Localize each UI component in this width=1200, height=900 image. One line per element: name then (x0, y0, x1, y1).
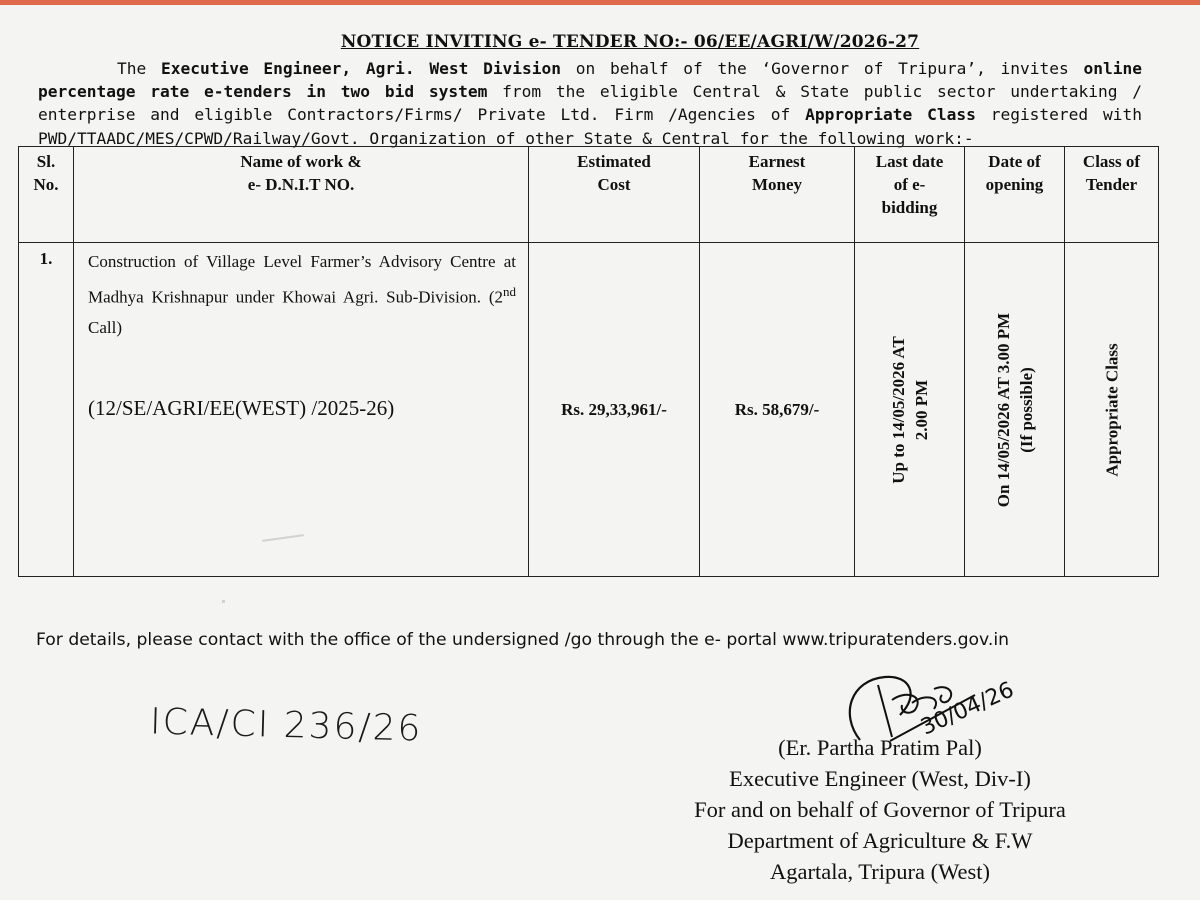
handwritten-reference: ICA/CI 236/26 (149, 701, 423, 750)
intro-bold-class: Appropriate Class (805, 105, 976, 125)
signatory-department: Department of Agriculture & F.W (727, 828, 1033, 853)
signatory-location: Agartala, Tripura (West) (769, 859, 990, 884)
dnit-number: (12/SE/AGRI/EE(WEST) /2025-26) (88, 395, 395, 420)
signatory-name: (Er. Partha Pratim Pal) (778, 735, 982, 760)
header-class-of-tender: Class of Tender (1065, 147, 1159, 243)
header-name-of-work: Name of work & e- D.N.I.T NO. (74, 147, 529, 243)
intro-text-4: registered with PWD/TTAADC/MES/CPWD/Railway/Govt. Organization of other State & Central for the following work:- (38, 105, 1142, 148)
signatory-designation: Executive Engineer (West, Div-I) (729, 766, 1031, 791)
cell-last-date (855, 243, 965, 577)
scan-dot (222, 600, 225, 603)
cell-name-of-work (74, 243, 529, 577)
opening-date-text: On 14/05/2026 AT 3.00 PM (If possible) (993, 312, 1036, 507)
tender-table (18, 146, 1159, 577)
cell-sl-no: 1. (19, 243, 74, 577)
header-sl-no: Sl. No. (19, 147, 74, 243)
signatory-block (640, 732, 1120, 887)
header-last-date: Last date of e- bidding (855, 147, 965, 243)
table-header-row (19, 147, 1159, 243)
cell-estimated-cost: Rs. 29,33,961/- (529, 243, 700, 577)
cell-earnest-money: Rs. 58,679/- (700, 243, 855, 577)
last-date-text: Up to 14/05/2026 AT 2.00 PM (888, 335, 931, 484)
work-description: Construction of Village Level Farmer’s Advisory Centre at Madhya Krishnapur under Khowai Agri. Sub-Division. (2nd Call) (88, 252, 516, 337)
signatory-behalf: For and on behalf of Governor of Tripura (694, 797, 1066, 822)
intro-bold-tender-type: online percentage rate e-tenders in two bid system (38, 59, 1143, 102)
table-row (19, 243, 1159, 577)
notice-intro-paragraph (38, 57, 1142, 150)
tender-class-text: Appropriate Class (1102, 342, 1121, 477)
cell-class-of-tender (1065, 243, 1159, 577)
cell-date-of-opening (965, 243, 1065, 577)
intro-text-3: from the eligible Central & State public sector undertaking / enterprise and eligible Contractors/Firms/ Private Ltd. Firm /Agencies of (38, 82, 1142, 125)
header-estimated-cost: Estimated Cost (529, 147, 700, 243)
contact-details-line: For details, please contact with the office of the undersigned /go through the e- portal www.tripuratenders.gov.in (36, 630, 1010, 650)
header-date-of-opening: Date of opening (965, 147, 1065, 243)
svg-text:30/04/26: 30/04/26 (917, 677, 1018, 741)
intro-text-2: on behalf of the ‘Governor of Tripura’, invites (561, 59, 1084, 78)
header-earnest-money: Earnest Money (700, 147, 855, 243)
notice-title: NOTICE INVITING e- TENDER NO:- 06/EE/AGRI/W/2026-27 (340, 32, 920, 52)
intro-text-1: The (117, 59, 161, 78)
intro-bold-officer: Executive Engineer, Agri. West Division (160, 59, 562, 78)
